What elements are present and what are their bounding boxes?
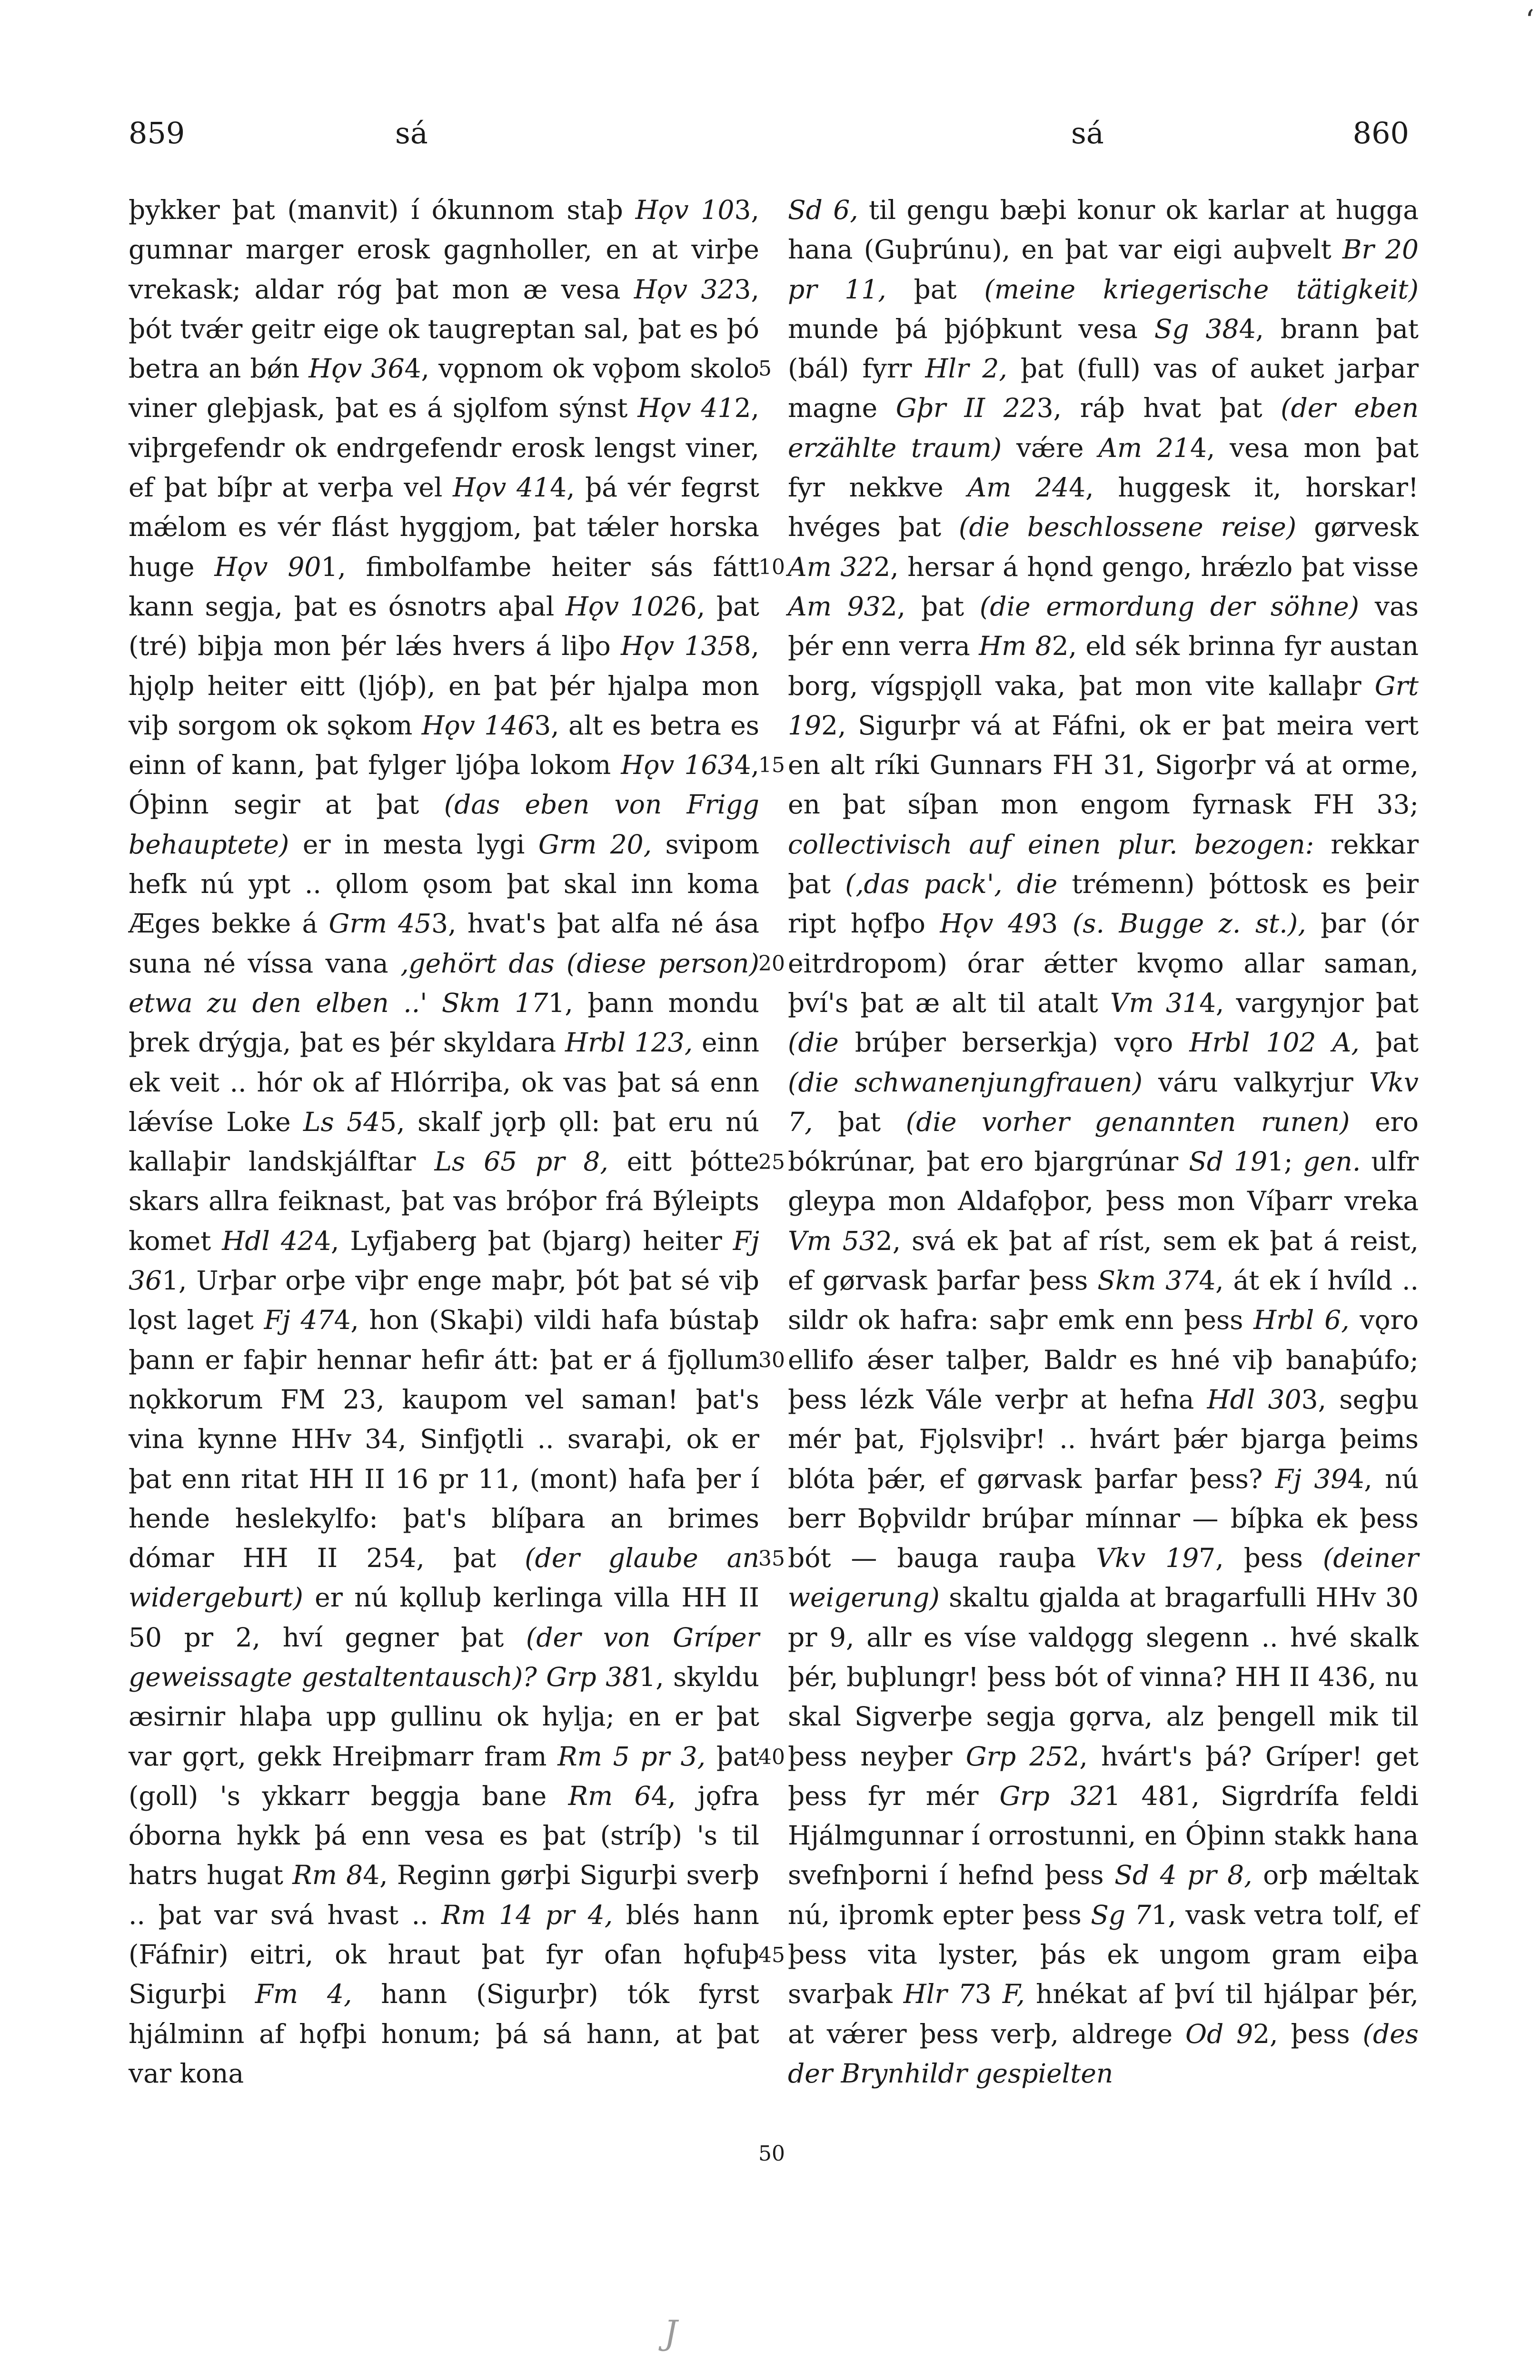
citation: (die vorher genannten runen) <box>905 1106 1350 1137</box>
text-segment: blés hann (Fáfnir) eitri, ok hraut þat fyr ofan hǫfuþ Sigurþi <box>129 1899 759 2010</box>
citation: Sg 38 <box>1154 313 1239 344</box>
citation: Grp 32 <box>999 1780 1104 1811</box>
text-segment: 4, vargynjor þat <box>1199 987 1419 1018</box>
line-number: 20 <box>758 952 785 976</box>
text-segment: 3; <box>1393 789 1419 820</box>
citation: collectivisch auf einen plur. bezogen: <box>788 829 1314 860</box>
text-segment: 6, nu skal Sigverþe segja gǫrva, alz þengell mik til þess neyþer <box>788 1661 1419 1772</box>
citation: Grt 19 <box>788 670 1419 741</box>
text-segment: 3, kaupom vel saman! þat's vina kynne <box>129 1384 760 1455</box>
text-segment: 3, segþu mér þat, Fjǫlsviþr! .. hvárt þǽr bjarga þeims blóta þǽr, ef gørvask þarfar þess? <box>788 1384 1419 1494</box>
text-segment: 6, þat (tré) biþja mon þér lǽs hvers á liþo <box>129 591 759 662</box>
text-segment: HHv 3 <box>291 1424 382 1455</box>
text-segment: 4, þat <box>399 1543 525 1574</box>
text-segment: þat <box>886 274 984 305</box>
citation: (meine kriegerische tätigkeit) <box>984 274 1419 305</box>
text-segment: 2, eld sék brinna fyr austan borg, vígspjǫll vaka, þat mon vite kallaþr <box>788 631 1419 701</box>
right-column-text <box>788 190 1419 2093</box>
text-segment: gørvesk <box>1296 512 1419 543</box>
text-segment: FH 3 <box>1313 789 1393 820</box>
text-segment: 4, brann þat (bál) fyrr <box>788 313 1419 384</box>
text-segment: er nú kǫlluþ kerlinga villa <box>303 1582 682 1613</box>
citation: Fj 39 <box>1275 1463 1348 1494</box>
text-segment: 2, hersar á hǫnd gengo, hrǽzlo þat visse <box>874 551 1419 582</box>
citation: Ls 65 pr 8, <box>434 1146 608 1177</box>
text-segment: trémenn) þóttosk es þeir ript hǫfþo <box>788 869 1419 939</box>
text-segment: 1, vask vetra tolf, ef þess vita lyster, þás ek ungom gram eiþa svarþak <box>788 1899 1419 2010</box>
text-segment: þat (full) vas of auket jarþar magne <box>788 353 1419 424</box>
citation: (s. Bugge z. st.), <box>1072 908 1306 939</box>
text-segment: vǫro ellifo ǽser talþer, Baldr es hné viþ banaþúfo; þess lézk Vále verþr at hefna <box>788 1305 1419 1415</box>
text-segment: 4, Lyfjaberg þat (bjarg) heiter <box>314 1225 733 1256</box>
text-segment: 3, ráþ hvat þat <box>1036 393 1281 424</box>
text-segment: 4, Sinfjǫtli .. svaraþi, ok er þat enn ritat <box>129 1424 759 1494</box>
text-segment: HH II 50 pr 2, <box>129 1582 759 1653</box>
text-segment: þat <box>1359 1027 1419 1058</box>
left-column-text <box>129 190 759 2093</box>
citation: (die <box>788 1027 839 1058</box>
text-segment: vas þér enn verra <box>788 591 1419 662</box>
citation: Rm 6 <box>568 1780 651 1811</box>
citation: Fj 36 <box>129 1225 759 1296</box>
citation: (die beschlossene reise) <box>959 512 1297 543</box>
text-segment: ulfr gleypa mon Aldafǫþor, þess mon Víþarr vreka <box>788 1146 1419 1217</box>
text-segment: ero bókrúnar, þat ero bjargrúnar <box>788 1106 1419 1177</box>
citation: Br 20 pr 11, <box>788 234 1419 305</box>
line-number: 5 <box>758 357 772 381</box>
citation: Ls 54 <box>303 1106 380 1137</box>
left-headword: sá <box>395 116 428 150</box>
text-segment: 7, þess <box>1199 1543 1323 1574</box>
citation: Hǫv 10 <box>635 195 735 225</box>
text-segment: 1, fimbolfambe heiter sás fátt kann segja, þat es ósnotrs aþal <box>129 551 759 622</box>
text-segment: svipom hefk nú ypt .. ǫllom ǫsom þat skal inn koma Æges bekke á <box>129 829 759 939</box>
citation: Grp 25 <box>965 1741 1063 1772</box>
text-segment: munde þá þjóþkunt vesa <box>788 313 1154 344</box>
citation: Vkv 7, <box>788 1067 1419 1137</box>
right-column <box>788 190 1419 2093</box>
citation: Hǫv 163 <box>621 750 735 781</box>
line-number: 15 <box>758 753 785 777</box>
citation: Grp 38 <box>546 1661 639 1692</box>
citation: Skm 17 <box>441 987 548 1018</box>
text-segment: 4, hon (Skaþi) vildi hafa bústaþ þann er faþir hennar hefir átt: þat er á fjǫllum nǫkkorum <box>129 1305 759 1415</box>
text-segment: HHv 30 pr 9, <box>788 1582 1419 1653</box>
text-segment: hví gegner þat <box>260 1622 526 1653</box>
text-segment: 4, þá vér fegrst mǽlom es vér flást hyggjom, þat tǽler horska huge <box>129 472 759 582</box>
citation: (der eben erzählte traum) <box>788 393 1419 463</box>
text-segment: 3, þót tvǽr geitr eige ok taugreptan sal, þat es þó betra an bǿn <box>129 274 759 384</box>
text-segment: 2, svá ek þat af ríst, sem ek þat á reist, ef gørvask þarfar þess <box>788 1225 1419 1296</box>
citation: Vm 53 <box>788 1225 876 1256</box>
left-column <box>129 190 759 2093</box>
text-segment: 2, þess <box>1253 2018 1363 2049</box>
citation: (das eben von Frigg behauptete) <box>129 789 759 860</box>
citation: Fj 47 <box>264 1305 334 1336</box>
text-segment: HH II 16 pr 11, <box>308 1463 520 1494</box>
text-segment: 4, Reginn gørþi Sigurþi sverþ .. þat var svá hvast .. <box>129 1860 759 1930</box>
text-segment: 4, nú berr Bǫþvildr brúþar mínnar — bíþka ek þess bót — bauga rauþa <box>788 1463 1419 1574</box>
citation: Hǫv 90 <box>214 551 321 582</box>
citation: Vkv 19 <box>1096 1543 1199 1574</box>
text-segment: 8, hjǫlp heiter eitt (ljóþ), en þat þér hjalpa mon viþ sorgom ok sǫkom <box>129 631 760 741</box>
text-segment: eitt þótte skars allra feiknast, þat vas bróþor frá Býleipts komet <box>129 1146 759 1256</box>
right-headword: sá <box>1071 116 1104 150</box>
text-segment <box>537 1662 546 1692</box>
text-segment: vǽre <box>1002 432 1099 463</box>
citation: gen. <box>1303 1146 1361 1177</box>
text-segment: þykker þat (manvit) í ókunnom staþ <box>129 195 636 225</box>
text-segment: skaltu gjalda at bragarfulli <box>939 1582 1316 1613</box>
citation: (deiner weigerung) <box>788 1543 1419 1613</box>
citation: Vm 31 <box>1110 987 1199 1018</box>
text-segment: þat <box>813 1106 906 1137</box>
citation: Hdl 30 <box>1207 1384 1302 1415</box>
citation: Rm 5 pr 3, <box>557 1741 706 1772</box>
citation: Sg 7 <box>1091 1899 1152 1930</box>
corner-mark: ‘ <box>1525 4 1534 37</box>
citation: Grm 20, <box>538 829 652 860</box>
text-segment: 4, jǫfra óborna hykk þá enn vesa es þat (stríþ) 's til hatrs hugat <box>129 1780 759 1891</box>
text-segment: 2, viþrgefendr ok endrgefendr erosk lengst viner, ef þat bíþr at verþa vel <box>129 393 759 503</box>
text-segment: 2, þat <box>880 591 980 622</box>
text-segment: 2, hvárt's þá? Gríper! get þess fyr mér <box>788 1741 1419 1811</box>
citation: Hrbl 102 A, <box>1189 1027 1360 1058</box>
text-segment: brúþer berserkja) vǫro <box>838 1027 1190 1058</box>
citation: Hǫv 49 <box>940 908 1042 939</box>
text-segment: 4, vǫpnom ok vǫþom skolo viner gleþjask, þat es á sjǫlfom sýnst <box>129 353 759 424</box>
text-segment: 1, Sigrdrífa feldi Hjálmgunnar í orrostunni, en Óþinn stakk hana svefnþorni í hefnd þess <box>788 1780 1419 1891</box>
text-segment: 2, Sigurþr vá at Fáfni, ok er þat meira vert en alt ríki Gunnars <box>788 710 1419 781</box>
citation: (der glaube an widergeburt) <box>129 1543 759 1613</box>
citation: F, <box>1002 1979 1025 2010</box>
citation: Hm 8 <box>979 631 1052 662</box>
text-segment: 4, át ek í hvíld .. sildr ok hafra: saþr emk enn þess <box>788 1265 1419 1336</box>
text-segment: þat (goll) 's ykkarr beggja bane <box>129 1741 759 1811</box>
citation: (die ermordung der söhne) <box>979 591 1360 622</box>
left-page-number: 859 <box>129 116 185 150</box>
text-segment: hann (Sigurþr) tók fyrst hjálminn af hǫfþi honum; þá sá hann, at þat var kona <box>129 1979 759 2089</box>
right-page-number: 860 <box>1352 116 1409 150</box>
text-segment: FH 3 <box>1052 750 1120 781</box>
citation: Skm 37 <box>1097 1265 1199 1296</box>
citation: Am 24 <box>967 472 1069 503</box>
text-segment: 1; <box>1267 1146 1303 1177</box>
citation: (‚das pack', die <box>845 869 1058 900</box>
text-segment: 4, vesa mon þat fyr nekkve <box>788 432 1419 503</box>
text-segment: 3, hvat's þat alfa né ása suna né víssa vana <box>129 908 759 979</box>
citation: Hǫv 41 <box>453 472 550 503</box>
text-segment: er in mesta lygi <box>289 829 538 860</box>
citation: Grm 45 <box>328 908 432 939</box>
line-number: 30 <box>758 1348 785 1372</box>
citation: Am 32 <box>788 551 874 582</box>
text-segment: 4, huggesk it, horskar! hvéges þat <box>788 472 1419 543</box>
text-segment: 1, Sigorþr vá at orme, en þat síþan mon engom fyrnask <box>788 750 1419 820</box>
citation: Hǫv 41 <box>637 393 735 424</box>
text-segment: 1, skyldu æsirnir hlaþa upp gullinu ok hylja; en er þat var gǫrt, gekk Hreiþmarr fram <box>129 1661 760 1772</box>
text-segment <box>427 988 441 1018</box>
text-segment: einn ek veit .. hór ok af Hlórriþa, ok vas þat sá enn lǽvíse Loke <box>129 1027 760 1137</box>
text-segment: orþ mǽltak nú, iþromk epter þess <box>788 1860 1419 1930</box>
text-segment: 48 <box>1141 1780 1175 1811</box>
citation: (die schwanenjungfrauen) <box>788 1067 1143 1098</box>
citation: Hrbl 6, <box>1253 1305 1350 1336</box>
text-segment: 3, alt es betra es einn of kann, þat fylger ljóþa lokom <box>129 710 759 781</box>
citation: (des der Brynhildr gespielten <box>788 2018 1419 2089</box>
citation: Am 21 <box>1098 432 1190 463</box>
text-segment: 1, þann mondu þrek drýgja, þat es þér skyldara <box>129 987 759 1058</box>
citation: Hǫv 32 <box>634 274 735 305</box>
citation: Sd 4 pr 8, <box>1114 1860 1252 1891</box>
line-number: 45 <box>758 1943 785 1967</box>
text-segment: 3, gumnar marger erosk gagnholler, en at virþe vrekask; aldar róg þat mon æ vesa <box>129 195 759 305</box>
citation: (der von Gríper geweissagte gestaltentausch)? <box>129 1622 759 1692</box>
text-segment: 1 <box>1103 1780 1142 1811</box>
text-segment: rekkar þat <box>788 829 1419 900</box>
citation: Am 93 <box>788 591 881 622</box>
line-number: 35 <box>758 1547 785 1571</box>
citation: Hǫv 102 <box>565 591 680 622</box>
line-number: 25 <box>758 1150 785 1174</box>
citation: Rm 14 pr 4, <box>441 1899 613 1930</box>
text-segment: HH II 25 <box>242 1543 400 1574</box>
citation: Hlr 7 <box>903 1979 975 2010</box>
text-segment: 3 <box>1041 908 1073 939</box>
text-segment: allr es víse valdǫgg slegenn .. hvé skalk þér, buþlungr! þess bót of vinna? <box>788 1622 1419 1692</box>
text-segment: 3 <box>974 1979 1003 2010</box>
text-segment: þar (ór eitrdropom) órar ǽtter kvǫmo allar saman, því's þat æ alt til atalt <box>788 908 1419 1018</box>
citation: Od 9 <box>1185 2018 1253 2049</box>
citation: Hǫv 135 <box>621 631 735 662</box>
text-segment: hnékat af því til hjálpar þér, at vǽrer þess verþ, aldrege <box>788 1979 1419 2049</box>
citation: Hlr 2, <box>925 353 1007 384</box>
citation: Rm 8 <box>292 1860 363 1891</box>
citation: Gþr II 22 <box>895 393 1037 424</box>
line-number: 50 <box>758 2142 785 2166</box>
line-number: 10 <box>758 555 785 579</box>
citation: Sd 19 <box>1189 1146 1268 1177</box>
text-segment: HH II 43 <box>1235 1661 1351 1692</box>
citation: Hdl 42 <box>222 1225 315 1256</box>
text-segment: FM 2 <box>280 1384 360 1415</box>
line-number: 40 <box>758 1745 785 1769</box>
text-segment: váru valkyrjur <box>1143 1067 1369 1098</box>
citation: Sd 6, <box>788 195 858 225</box>
page-header <box>129 114 1409 152</box>
citation: ‚gehört das (diese person) etwa zu den elben ..' <box>129 948 759 1018</box>
citation: Hǫv 36 <box>308 353 405 384</box>
stray-pencil-mark: J <box>664 2313 678 2352</box>
citation: Fm 4, <box>255 1979 352 2010</box>
text-segment: til gengu bæþi konur ok karlar at hugga hana (Guþrúnu), en þat var eigi auþvelt <box>788 195 1419 265</box>
text-segment: 5, skalf jǫrþ ǫll: þat eru nú kallaþir landskjálftar <box>129 1106 760 1177</box>
text-segment: 4, Óþinn segir at þat <box>129 750 760 820</box>
citation: Hrbl 123, <box>565 1027 693 1058</box>
text-segment: (mont) hafa þer í hende heslekylfo: þat's blíþara an brimes dómar <box>129 1463 760 1574</box>
citation: Hǫv 146 <box>421 710 535 741</box>
text-segment: 1, Urþar orþe viþr enge maþr, þót þat sé viþ lǫst laget <box>129 1265 759 1336</box>
